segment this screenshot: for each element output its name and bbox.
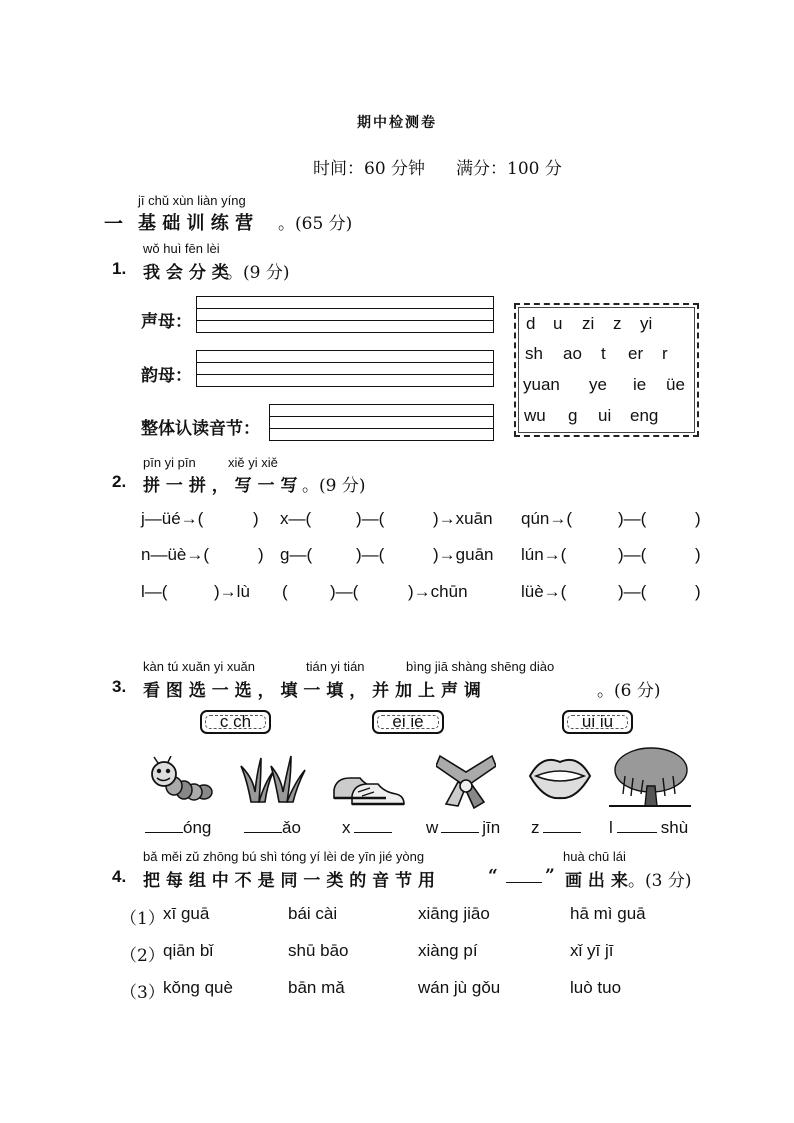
q2-cell: )→guān: [433, 545, 494, 564]
q3-points: 。(6 分): [597, 681, 661, 701]
q2-cell: ): [253, 509, 259, 528]
syllable-item: er: [628, 344, 644, 363]
syllable-item: zi: [582, 314, 595, 333]
answer-line[interactable]: [145, 816, 183, 833]
q3-blank-1[interactable]: [145, 816, 211, 838]
answer-line[interactable]: [354, 816, 392, 833]
syllable-item: üe: [666, 375, 685, 394]
zhengti-write-lines[interactable]: [269, 404, 494, 441]
lips-picture: [526, 752, 594, 802]
syllable-item: t: [601, 344, 606, 363]
q1-number: 1.: [112, 259, 127, 278]
q3-pinyin-c: bìng jiā shàng shēng diào: [406, 659, 555, 674]
answer-line[interactable]: [441, 816, 479, 833]
yunmu-label: 韵母：: [141, 366, 192, 386]
q2-title: 拼 一 拼 ， 写 一 写: [143, 476, 298, 496]
syllable-option[interactable]: qiān bǐ: [163, 941, 214, 960]
q3-number: 3.: [112, 677, 127, 696]
score-label: 满分：100 分: [456, 159, 562, 179]
q1-title: 我 会 分 类: [143, 263, 229, 283]
q2-pinyin-b: xiě yi xiě: [228, 455, 278, 470]
answer-line[interactable]: [244, 816, 282, 833]
q2-cell: )→chūn: [408, 582, 468, 601]
answer-line[interactable]: [543, 816, 581, 833]
q2-cell: x—(: [280, 509, 312, 528]
q2-cell: lüè→(: [521, 582, 567, 601]
q3-title: 看 图 选 一 选 ， 填 一 填 ， 并 加 上 声 调: [143, 681, 481, 701]
blank-prefix: x: [342, 818, 351, 837]
q2-cell: n—üè→(: [141, 545, 210, 564]
blank-suffix: jīn: [482, 818, 501, 837]
syllable-item: z: [613, 314, 622, 333]
shengmu-label: 声母：: [141, 312, 192, 332]
q2-number: 2.: [112, 472, 127, 491]
q2-cell: )—(: [330, 582, 359, 601]
q1-points: 。(9 分): [226, 263, 290, 283]
group-label: （2）: [120, 946, 165, 966]
blank-prefix: w: [426, 818, 439, 837]
syllable-item: sh: [525, 344, 543, 363]
q2-cell: )—(: [618, 545, 647, 564]
q2-cell: ): [695, 509, 701, 528]
chip-label: c ch: [219, 712, 252, 731]
q2-points: 。(9 分): [302, 476, 366, 496]
group-label: （3）: [120, 983, 165, 1003]
section-1-points: 。(65 分): [278, 214, 353, 234]
scarf-picture: [436, 752, 496, 810]
zhengti-label: 整体认读音节：: [141, 419, 260, 439]
q4-quote-open: “: [488, 866, 498, 886]
q2-cell: ): [258, 545, 264, 564]
q2-cell: g—(: [280, 545, 313, 564]
page-title: 期中检测卷: [357, 115, 437, 131]
q2-cell: j—üé→(: [141, 509, 204, 528]
syllable-option[interactable]: kǒng què: [163, 978, 233, 997]
syllable-item: d: [526, 314, 536, 333]
q2-cell: lún→(: [521, 545, 567, 564]
chip-label: ei ie: [392, 712, 424, 731]
q2-cell: )—(: [356, 545, 385, 564]
tree-picture: [607, 746, 693, 808]
q3-blank-3[interactable]: [342, 816, 392, 838]
syllable-item: ye: [589, 375, 607, 394]
syllable-item: r: [662, 344, 668, 363]
q4-points: 。(3 分): [628, 871, 692, 891]
blank-prefix: z: [531, 818, 540, 837]
q4-pinyin-b: huà chū lái: [563, 849, 626, 864]
q4-title-a: 把 每 组 中 不 是 同 一 类 的 音 节 用: [143, 871, 436, 891]
syllable-option[interactable]: hā mì guā: [570, 904, 646, 923]
q2-cell: )—(: [618, 509, 647, 528]
q3-blank-2[interactable]: [244, 816, 301, 838]
chip-label: ui iu: [581, 712, 614, 731]
syllable-option[interactable]: xǐ yī jī: [570, 941, 614, 960]
choice-chip-c-ch: [200, 710, 271, 734]
syllable-item: g: [568, 406, 578, 425]
underline-symbol: [506, 882, 542, 883]
syllable-option[interactable]: xiàng pí: [418, 941, 478, 960]
syllable-option[interactable]: shū bāo: [288, 941, 349, 960]
q2-cell: )—(: [356, 509, 385, 528]
group-label: （1）: [120, 909, 165, 929]
q2-cell: ): [695, 582, 701, 601]
q3-pinyin-b: tián yi tián: [306, 659, 365, 674]
q3-pinyin-a: kàn tú xuǎn yi xuǎn: [143, 659, 256, 674]
syllable-item: wu: [524, 406, 546, 425]
syllable-item: ui: [598, 406, 612, 425]
q4-title-b: 画 出 来: [565, 871, 628, 891]
syllable-item: ao: [563, 344, 582, 363]
grass-picture: [239, 752, 309, 804]
q4-quote-close: ”: [545, 866, 555, 886]
shengmu-write-lines[interactable]: [196, 296, 494, 333]
shoes-picture: [330, 768, 408, 808]
q2-cell: l—(: [141, 582, 168, 601]
syllable-option[interactable]: xī guā: [163, 904, 210, 923]
q2-pinyin-a: pīn yi pīn: [143, 455, 196, 470]
syllable-option[interactable]: xiāng jiāo: [418, 904, 490, 923]
syllable-option[interactable]: luò tuo: [570, 978, 622, 997]
q2-cell: )→xuān: [433, 509, 493, 528]
q3-blank-6[interactable]: [609, 816, 688, 838]
blank-prefix: l: [609, 818, 613, 837]
q4-number: 4.: [112, 867, 127, 886]
section-1-pinyin: jī chǔ xùn liàn yíng: [138, 193, 246, 208]
q2-cell: (: [282, 582, 288, 601]
yunmu-write-lines[interactable]: [196, 350, 494, 387]
q3-blank-4[interactable]: [426, 816, 500, 838]
answer-line[interactable]: [617, 816, 657, 833]
syllable-item: yi: [640, 314, 653, 333]
q3-blank-5[interactable]: [531, 816, 581, 838]
q2-cell: )→lù: [214, 582, 250, 601]
q4-pinyin-a: bǎ měi zǔ zhōng bú shì tóng yí lèi de yīn jié yòng: [143, 849, 425, 864]
blank-suffix: shù: [660, 818, 689, 837]
time-label: 时间：60 分钟: [313, 159, 426, 179]
q1-pinyin: wǒ huì fēn lèi: [143, 241, 220, 256]
q2-cell: ): [695, 545, 701, 564]
syllable-item: eng: [630, 406, 659, 425]
caterpillar-picture: [148, 756, 214, 804]
syllable-item: yuan: [523, 375, 560, 394]
choice-chip-ei-ie: [372, 710, 444, 734]
syllable-option[interactable]: bān mǎ: [288, 978, 345, 997]
section-1-number: 一: [104, 213, 124, 235]
blank-suffix: óng: [183, 818, 212, 837]
syllable-item: u: [553, 314, 563, 333]
section-1-title: 基 础 训 练 营: [138, 213, 254, 234]
syllable-item: ie: [633, 375, 647, 394]
q2-cell: )—(: [618, 582, 647, 601]
syllable-option[interactable]: wán jù gǒu: [418, 978, 501, 997]
q2-cell: qún→(: [521, 509, 573, 528]
syllable-option[interactable]: bái cài: [288, 904, 338, 923]
choice-chip-ui-iu: [562, 710, 633, 734]
blank-suffix: ǎo: [282, 818, 301, 837]
